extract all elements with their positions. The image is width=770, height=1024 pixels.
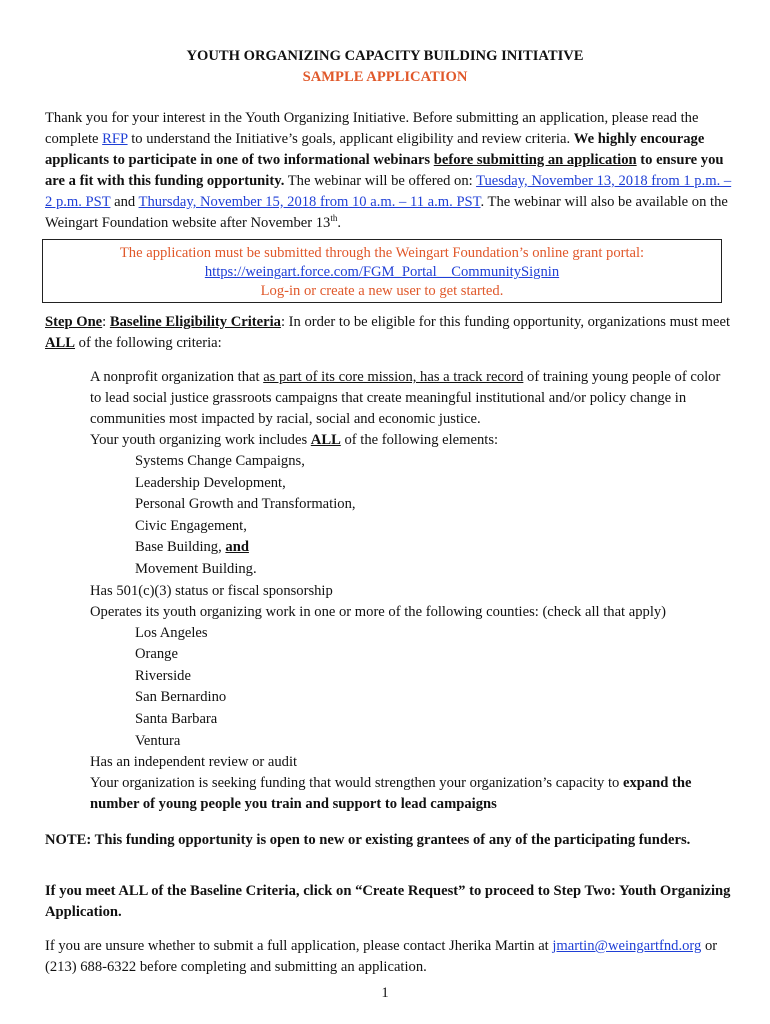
intro-text: Thank you for your interest in the Youth Organizing Initiative. Before submitting an application, please read the complete bbox=[45, 110, 699, 147]
criterion-underline-text: as part of its core mission, has a track record bbox=[263, 369, 524, 385]
element-and: and bbox=[225, 539, 249, 556]
criterion-text: Has an independent review or audit bbox=[90, 754, 298, 771]
intro-paragraph bbox=[45, 108, 735, 234]
county-label: Ventura bbox=[135, 732, 181, 749]
criterion-text: of the following elements: bbox=[340, 432, 499, 448]
element-label: Systems Change Campaigns, bbox=[135, 453, 305, 469]
county-item bbox=[45, 731, 735, 753]
criterion-item bbox=[45, 430, 735, 451]
intro-text: . bbox=[337, 215, 342, 231]
criterion-item bbox=[45, 752, 735, 773]
webinar-thursday-link[interactable]: Thursday, November 15, 2018 from 10 a.m. – 11 a.m. PST bbox=[138, 194, 481, 210]
criterion-text: A nonprofit organization that bbox=[90, 369, 264, 385]
intro-bold-underline-text: before submitting an application bbox=[433, 152, 637, 168]
proceed-instruction: If you meet ALL of the Baseline Criteria, click on “Create Request” to proceed to Step Two: Youth Organizing Application. bbox=[45, 883, 731, 920]
county-label: Santa Barbara bbox=[135, 710, 218, 727]
portal-notice-box bbox=[42, 239, 722, 303]
step-one-paragraph bbox=[45, 312, 735, 354]
step-one-all: ALL bbox=[45, 335, 76, 351]
county-item bbox=[45, 644, 735, 666]
intro-bold-text: We highly encourage applicants to participate in one of two informational webinars bbox=[45, 131, 705, 168]
element-label: Base Building, bbox=[135, 539, 226, 556]
contact-text: or (213) 688-6322 before completing and submitting an application. bbox=[45, 938, 718, 975]
document-title: YOUTH ORGANIZING CAPACITY BUILDING INITIATIVE bbox=[186, 48, 584, 64]
baseline-criteria-label: Baseline Eligibility Criteria bbox=[109, 314, 281, 330]
criterion-item bbox=[45, 602, 735, 623]
criteria-list bbox=[45, 367, 735, 815]
contact-email-link[interactable]: jmartin@weingartfnd.org bbox=[552, 938, 702, 954]
ordinal-suffix: th bbox=[330, 213, 338, 224]
element-label: Leadership Development, bbox=[135, 474, 286, 491]
criterion-bold-text: expand the number of young people you train and support to lead campaigns bbox=[90, 775, 692, 813]
county-item bbox=[45, 666, 735, 688]
county-item bbox=[45, 623, 735, 645]
intro-bold-text: to ensure you are a fit with this funding opportunity. bbox=[45, 152, 724, 189]
element-item bbox=[45, 537, 735, 559]
element-item bbox=[45, 559, 735, 581]
contact-paragraph bbox=[45, 936, 735, 978]
webinar-tuesday-link[interactable]: Tuesday, November 13, 2018 from 1 p.m. – 2 p.m. PST bbox=[45, 173, 732, 210]
element-item bbox=[45, 494, 735, 516]
page-number: 1 bbox=[381, 985, 389, 1001]
step-one-text: : bbox=[102, 314, 110, 330]
county-item bbox=[45, 687, 735, 709]
document-subtitle: SAMPLE APPLICATION bbox=[302, 69, 468, 85]
intro-text: to understand the Initiative’s goals, applicant eligibility and review criteria. bbox=[127, 131, 574, 147]
step-one-label: Step One bbox=[45, 314, 103, 330]
portal-notice-line: Log-in or create a new user to get started. bbox=[260, 283, 504, 299]
rfp-link[interactable]: RFP bbox=[102, 131, 128, 147]
element-label: Personal Growth and Transformation, bbox=[135, 496, 356, 513]
county-label: Riverside bbox=[135, 667, 191, 684]
intro-text: and bbox=[110, 194, 139, 210]
element-label: Movement Building. bbox=[135, 560, 257, 577]
criterion-text: of training young people of color to lead social justice grassroots campaigns that create meaningful institutional and/or policy change in communities most impacted by racial, social and economic justice. bbox=[90, 369, 721, 427]
criterion-text: Your youth organizing work includes bbox=[90, 432, 311, 448]
county-label: San Bernardino bbox=[135, 689, 227, 706]
criterion-text: Your organization is seeking funding that would strengthen your organization’s capacity to bbox=[90, 775, 623, 792]
intro-text: The webinar will be offered on: bbox=[284, 173, 477, 189]
county-item bbox=[45, 709, 735, 731]
element-item bbox=[45, 473, 735, 495]
criterion-item bbox=[45, 367, 735, 430]
county-label: Los Angeles bbox=[135, 624, 208, 641]
step-one-text: : In order to be eligible for this funding opportunity, organizations must meet bbox=[280, 314, 731, 330]
criterion-text: Has 501(c)(3) status or fiscal sponsorship bbox=[90, 582, 333, 599]
step-one-text: of the following criteria: bbox=[75, 335, 222, 351]
criterion-item bbox=[45, 581, 735, 602]
element-item bbox=[45, 451, 735, 473]
grant-portal-link[interactable]: https://weingart.force.com/FGM_Portal__CommunitySignin bbox=[204, 264, 560, 280]
element-label: Civic Engagement, bbox=[135, 517, 247, 534]
intro-text: . The webinar will also be available on the Weingart Foundation website after November 13 bbox=[45, 194, 728, 231]
portal-notice-line: The application must be submitted through the Weingart Foundation’s online grant portal: bbox=[119, 245, 645, 261]
criterion-text: Operates its youth organizing work in one or more of the following counties: (check all that apply) bbox=[90, 603, 667, 620]
criterion-all: ALL bbox=[310, 432, 341, 448]
funding-note: NOTE: This funding opportunity is open to new or existing grantees of any of the participating funders. bbox=[45, 832, 691, 848]
criterion-item bbox=[45, 773, 735, 815]
contact-text: If you are unsure whether to submit a full application, please contact Jherika Martin at bbox=[45, 938, 553, 954]
county-label: Orange bbox=[135, 646, 178, 663]
element-item bbox=[45, 516, 735, 538]
